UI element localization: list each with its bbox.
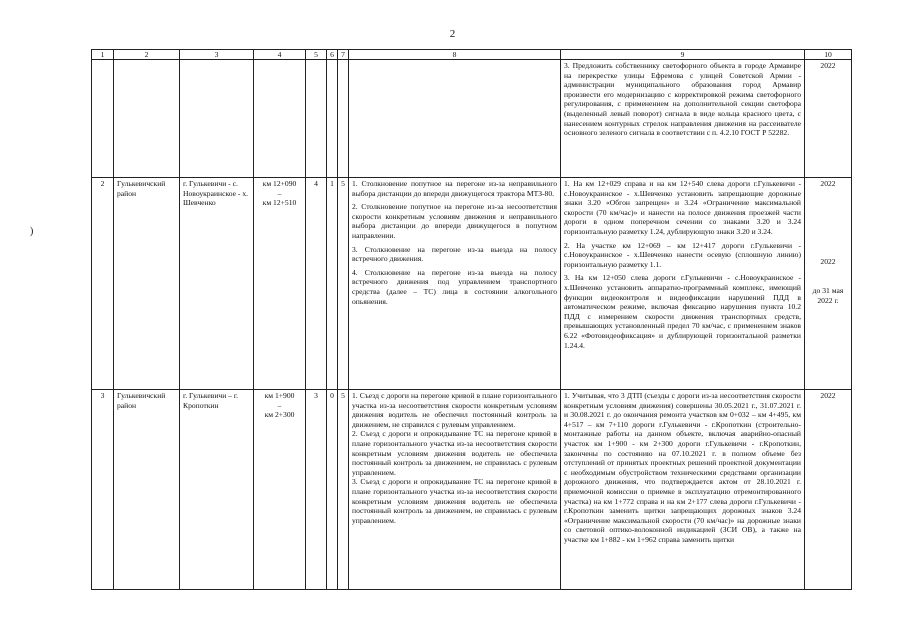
measures-table — [91, 49, 852, 590]
header-cell: 5 — [306, 50, 327, 60]
row-number: 2 — [92, 178, 114, 390]
cause-item: 1. Столкновение попутное на перегоне из-за неправильного выбора дистанции до впереди движущегося трактора МТЗ-80. — [352, 179, 557, 198]
year-cell: 2022 — [805, 60, 852, 178]
causes-cell — [349, 390, 561, 590]
measures-cell — [561, 178, 805, 390]
km-dash: – — [277, 188, 282, 198]
causes-cell — [349, 178, 561, 390]
km-cell — [254, 178, 306, 390]
header-cell: 6 — [327, 50, 338, 60]
years-cell — [805, 178, 852, 390]
table-row-3 — [92, 390, 852, 590]
district-cell: Гулькевичский район — [114, 178, 180, 390]
measure-item: 3. На км 12+050 слева дороги г.Гулькевичи - с.Новоукраинское - х.Шевченко установить аппаратно-программный комплекс, имеющий функции видеоконтроля и видеофиксации нарушений ПДД в автоматическом режиме, включая фиксацию нарушения пункта 10.2 ПДД с измерением скорости движения транспортных средств, превышающих установленный предел 70 км/час, с применением знаков 6.22 «Фотовидеофиксация» и дублирующей горизонтальной разметки 1.24.4. — [564, 273, 801, 350]
district-cell: Гулькевичский район — [114, 390, 180, 590]
km-dash: – — [277, 400, 282, 410]
cause-item: 3. Столкновение на перегоне из-за выезда на полосу встречного движения. — [352, 244, 557, 264]
road-cell: г. Гулькевичи - с. Новоукраинское - х. Шевченко — [180, 178, 254, 390]
km-to: км 2+300 — [264, 410, 295, 420]
count-cell: 1 — [327, 178, 338, 390]
page-number: 2 — [449, 28, 456, 40]
table-row-continuation — [92, 60, 852, 178]
year-cell: 2022 — [805, 390, 852, 590]
table-row-2 — [92, 178, 852, 390]
km-cell — [254, 390, 306, 590]
km-to: км 12+510 — [262, 198, 297, 208]
cause-item: 3. Съезд с дороги и опрокидывание ТС на перегоне кривой в плане горизонтального участка из-за несоответствия скорости конкретным условиям движения водитель не обеспечила постоянный контроль за движением, не справилась с рулевым управлением. — [352, 477, 557, 525]
count-cell: 0 — [327, 390, 338, 590]
km-from: км 1+900 — [264, 391, 295, 400]
margin-mark: ) — [30, 226, 34, 237]
header-cell: 9 — [561, 50, 805, 60]
km-from: км 12+090 — [262, 179, 297, 188]
road-cell: г. Гулькевичи – г. Кропоткин — [180, 390, 254, 590]
header-cell: 8 — [349, 50, 561, 60]
count-cell: 3 — [306, 390, 327, 590]
header-cell: 3 — [180, 50, 254, 60]
header-cell: 7 — [338, 50, 349, 60]
cause-item: 2. Столкновение попутное на перегоне из-за несоответствия скорости конкретным условиям движения и неправильного выбора дистанции до впереди движущегося в попутном направлении. — [352, 202, 557, 240]
count-cell: 5 — [338, 390, 349, 590]
row-number: 3 — [92, 390, 114, 590]
header-cell: 1 — [92, 50, 114, 60]
year-item: 2022 — [820, 179, 836, 188]
cause-item: 1. Съезд с дороги на перегоне кривой в плане горизонтального участка из-за несоответствия скорости конкретным условиям движения водитель не обеспечил постоянный контроль за движением, не справился с рулевым управлением. — [352, 391, 557, 429]
measure-item: 2. На участке км 12+069 – км 12+417 дороги г.Гулькевичи - с.Новоукраинское - х.Шевченко нанести осевую (сплошную линию) горизонтальную разметку 1.1. — [564, 240, 801, 269]
header-cell: 2 — [114, 50, 180, 60]
year-item: 2022 — [820, 256, 836, 266]
measure-cell: 1. Учитывая, что 3 ДТП (съезды с дороги из-за несоответствия скорости конкретным условиям движения) совершены 30.05.2021 г., 31.07.2021 г. и 30.08.2021 г. до окончания ремонта участков км 0+032 – км 4+495, км 4+517 – км 7+110 дороги г.Гулькевичи - г.Кропоткин (строительно-монтажные работы на данном объекте, включая аварийно-опасный участок км 1+900 - км 2+300 дороги г.Гулькевичи - г.Кропоткин, закончены по состоянию на 07.10.2021 г. в полном объеме без отступлений от принятых проектных решений проектной документации с необходимым обустройством техническими средствами организации дорожного движения, что подтверждается актом от 28.10.2021 г. приемочной комиссии о приемке в эксплуатацию отремонтированного участка) на км 1+772 справа и на км 2+177 слева дороги г.Гулькевичи - г.Кропоткин заменить щитки запрещающих дорожных знаков 3.24 «Ограничение максимальной скорости (70 км/час)» на дорожные знаки со световой оптико-волоконной индикацией (ЗСИ ОВ), а также на участке км 1+882 - км 1+962 справа заменить щитки — [561, 390, 805, 590]
measure-item: 1. На км 12+029 справа и на км 12+540 слева дороги г.Гулькевичи - с.Новоукраинское - х.Шевченко установить запрещающие дорожные знаки 3.20 «Обгон запрещен» и 3.24 «Ограничение максимальной скорости (70 км/час)» и нанести на полосе движения проезжей части дороги в одном поперечном сечении со знаками 3.20 и 3.24 горизонтальную разметку 1.24, дублирующую знаки 3.20 и 3.24. — [564, 179, 801, 236]
measure-cell: 3. Предложить собственнику светофорного объекта в городе Армавире на перекрестке улицы Ефремова с улицей Советской Армии - администрации муниципального образования город Армавир произвести его модернизацию с корректировкой режима светофорного регулирования, с применением на дополнительной секции светофора (выделенный левый поворот) сигнала в виде кольца красного цвета, с нанесением контурных стрелок направления движения на рассеивателе основного зеленого сигнала в соответствии с п. 4.2.10 ГОСТ Р 52282. — [561, 60, 805, 178]
cause-item: 2. Съезд с дороги и опрокидывание ТС на перегоне кривой в плане горизонтального участка из-за несоответствия скорости конкретным условиям движения водитель не обеспечила постоянный контроль за движением, не справилась с рулевым управлением. — [352, 429, 557, 477]
header-cell: 10 — [805, 50, 852, 60]
year-item: до 31 мая 2022 г. — [812, 286, 844, 305]
header-cell: 4 — [254, 50, 306, 60]
count-cell: 5 — [338, 178, 349, 390]
cause-item: 4. Столкновение на перегоне из-за выезда на полосу встречного движения под управлением транспортного средства (далее – ТС) лица в состоянии алкогольного опьянения. — [352, 267, 557, 306]
count-cell: 4 — [306, 178, 327, 390]
header-row — [92, 50, 852, 60]
